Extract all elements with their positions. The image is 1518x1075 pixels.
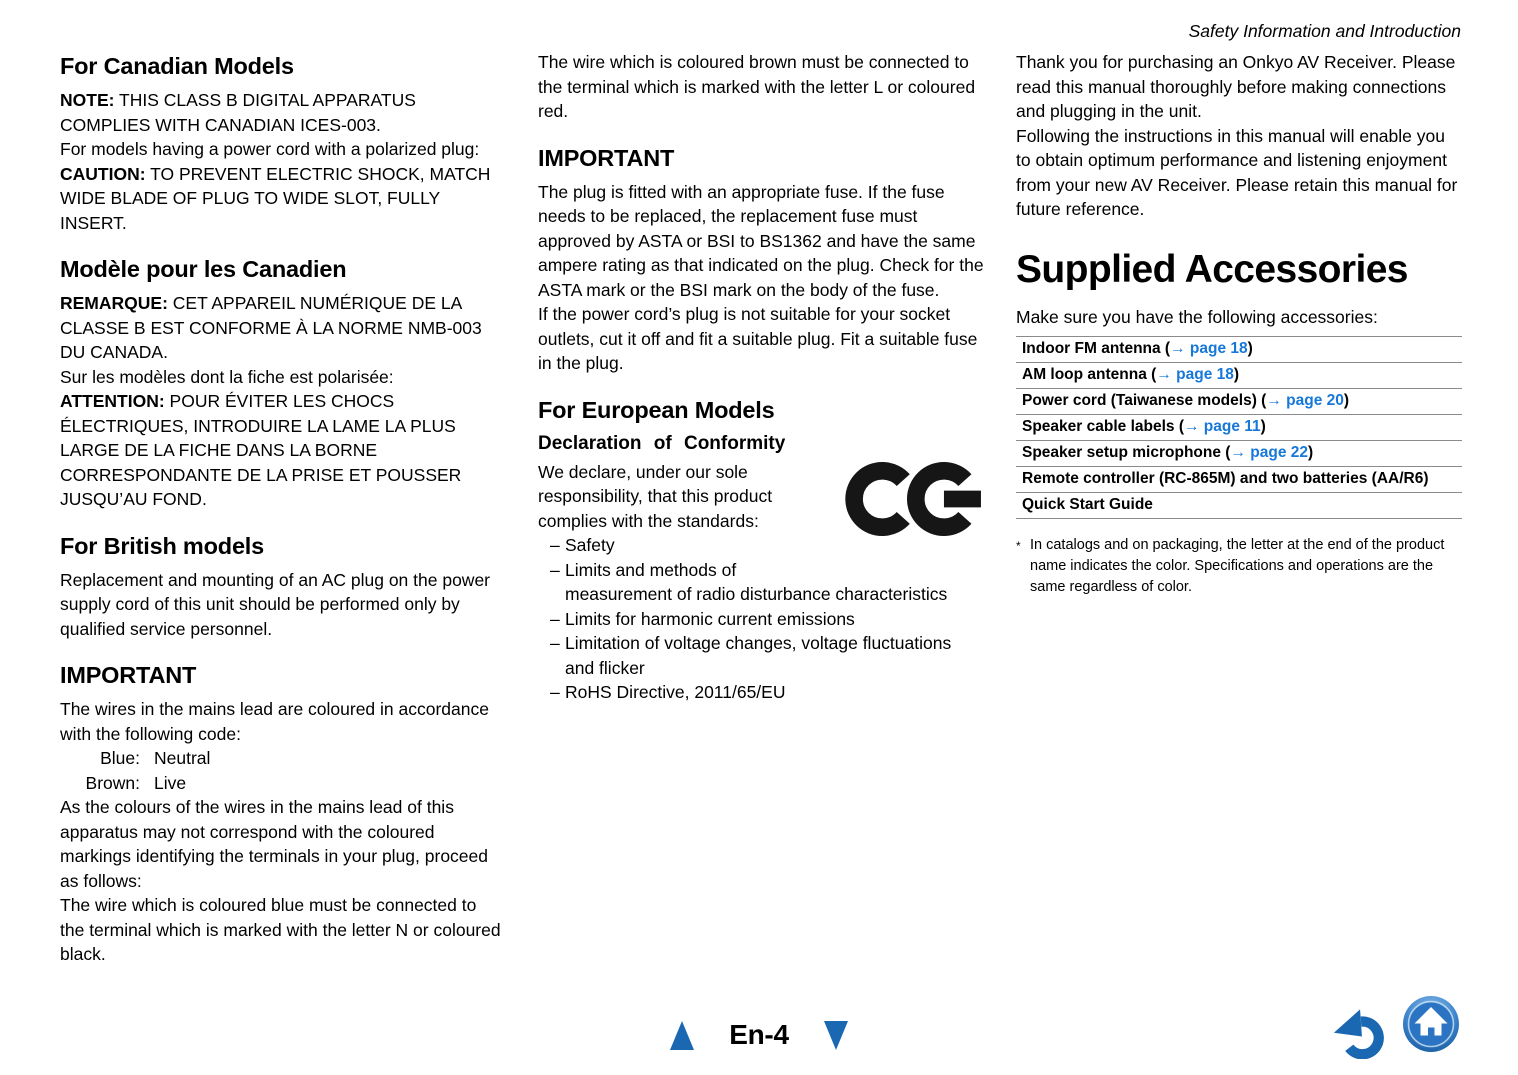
page-number-label: En-4 xyxy=(729,1019,789,1050)
intro-paragraph-1: Thank you for purchasing an Onkyo AV Receiver. Please read this manual thoroughly before making connections and plugging in the unit. xyxy=(1016,52,1456,121)
heading-supplied-accessories: Supplied Accessories xyxy=(1016,247,1408,291)
next-page-button down-triangle-icon[interactable] xyxy=(824,1021,848,1050)
color-footnote xyxy=(1016,535,1462,598)
canadian-note-paragraph: NOTE: THIS CLASS B DIGITAL APPARATUS COMPLIES WITH CANADIAN ICES-003. xyxy=(60,90,416,135)
accessories-table xyxy=(1016,336,1462,519)
corner-navigation xyxy=(1329,995,1460,1064)
accessory-row: Quick Start Guide xyxy=(1016,493,1462,519)
page-link[interactable]: → page 22 xyxy=(1230,444,1308,461)
page-link[interactable]: → page 18 xyxy=(1170,340,1248,357)
page-link[interactable]: → page 11 xyxy=(1183,418,1261,435)
accessory-row: Remote controller (RC-865M) and two batteries (AA/R6) xyxy=(1016,467,1462,493)
home-button home-icon[interactable] xyxy=(1402,995,1460,1058)
declaration-intro: We declare, under our sole responsibility, that this product complies with the standards: xyxy=(538,461,773,531)
fuse-paragraph: The plug is fitted with an appropriate fuse. If the fuse needs to be replaced, the replacement fuse must approved by ASTA or BSI to BS1362 and have the same ampere rating as that indicated on the plug. Check for the ASTA mark or the BSI mark on the body of the fuse. xyxy=(538,181,984,300)
ce-mark-logo xyxy=(845,462,983,541)
wire-code-intro: The wires in the mains lead are coloured in accordance with the following code: xyxy=(60,699,489,744)
accessory-row: Speaker cable labels (→ page 11) xyxy=(1016,415,1462,441)
socket-paragraph: If the power cord’s plug is not suitable for your socket outlets, cut it off and fit a suitable plug. Fit a suitable fuse in the plug. xyxy=(538,304,978,373)
declaration-heading: Declaration of Conformity xyxy=(538,432,786,454)
british-intro-paragraph: Replacement and mounting of an AC plug on the power supply cord of this unit should be performed only by qualified service personnel. xyxy=(60,569,491,639)
polarisee-paragraph: Sur les modèles dont la fiche est polarisée: xyxy=(60,366,394,387)
accessory-row: Indoor FM antenna (→ page 18) xyxy=(1016,337,1462,363)
wire-color-label: Brown: xyxy=(85,772,140,793)
page-navigator xyxy=(0,1019,1518,1051)
wire-correspond-paragraph: As the colours of the wires in the mains lead of this apparatus may not correspond with the coloured markings identifying the terminals in your plug, proceed as follows: xyxy=(60,797,488,891)
page-link[interactable]: → page 18 xyxy=(1156,366,1234,383)
wire-color-row xyxy=(60,771,501,796)
column-right xyxy=(1016,50,1462,598)
accessory-row: AM loop antenna (→ page 18) xyxy=(1016,363,1462,389)
accessories-intro: Make sure you have the following accessories: xyxy=(1016,306,1378,327)
heading-modele-canadien: Modèle pour les Canadien xyxy=(60,256,347,282)
footnote-marker: * xyxy=(1016,539,1021,553)
heading-european-models: For European Models xyxy=(538,396,775,423)
remarque-paragraph: REMARQUE: CET APPAREIL NUMÉRIQUE DE LA CLASSE B EST CONFORME À LA NORME NMB-003 DU CANADA. xyxy=(60,293,482,362)
standard-item: – Safety xyxy=(550,535,615,555)
heading-canadian-models: For Canadian Models xyxy=(60,53,294,79)
column-left xyxy=(60,50,501,967)
column-center xyxy=(538,50,985,705)
attention-paragraph: ATTENTION: POUR ÉVITER LES CHOCS ÉLECTRIQUES, INTRODUIRE LA LAME LA PLUS LARGE DE LA FICHE DANS LA BORNE CORRESPONDANTE DE LA PRISE ET POUSSER JUSQU’AU FOND. xyxy=(60,391,462,509)
wire-color-label: Blue: xyxy=(100,748,140,768)
accessory-row: Speaker setup microphone (→ page 22) xyxy=(1016,441,1462,467)
heading-important-2: IMPORTANT xyxy=(538,144,675,171)
canadian-caution-paragraph: CAUTION: TO PREVENT ELECTRIC SHOCK, MATCH WIDE BLADE OF PLUG TO WIDE SLOT, FULLY INSERT. xyxy=(60,163,491,233)
standard-item: – Limits and methods of measurement of radio disturbance characteristics xyxy=(550,559,948,604)
accessory-row: Power cord (Taiwanese models) (→ page 20) xyxy=(1016,389,1462,415)
blue-wire-paragraph: The wire which is coloured blue must be connected to the terminal which is marked with the letter N or coloured black. xyxy=(60,895,501,964)
wire-color-row xyxy=(60,746,501,771)
brown-wire-paragraph: The wire which is coloured brown must be connected to the terminal which is marked with the letter L or coloured red. xyxy=(538,52,976,121)
intro-paragraph-2: Following the instructions in this manual will enable you to obtain optimum performance and listening enjoyment from your new AV Receiver. Please retain this manual for future reference. xyxy=(1016,125,1458,219)
wire-color-value: Neutral xyxy=(154,748,211,768)
wire-color-value: Live xyxy=(154,772,187,793)
canadian-polarized-paragraph: For models having a power cord with a polarized plug: xyxy=(60,139,480,159)
back-button return-arrow-icon[interactable] xyxy=(1329,1001,1393,1064)
standard-item: – RoHS Directive, 2011/65/EU xyxy=(550,682,786,702)
running-header: Safety Information and Introduction xyxy=(1188,21,1461,41)
footnote-text: In catalogs and on packaging, the letter at the end of the product name indicates the color. Specifications and operations are the same regardless of color. xyxy=(1030,537,1445,595)
heading-british-models: For British models xyxy=(60,532,265,559)
page-link[interactable]: → page 20 xyxy=(1266,392,1344,409)
standard-item: – Limitation of voltage changes, voltage fluctuations and flicker xyxy=(550,633,952,678)
declaration-of-conformity xyxy=(538,432,985,705)
standard-item: – Limits for harmonic current emissions xyxy=(550,608,855,629)
heading-important-1: IMPORTANT xyxy=(60,662,197,688)
prev-page-button up-triangle-icon[interactable] xyxy=(670,1021,694,1050)
